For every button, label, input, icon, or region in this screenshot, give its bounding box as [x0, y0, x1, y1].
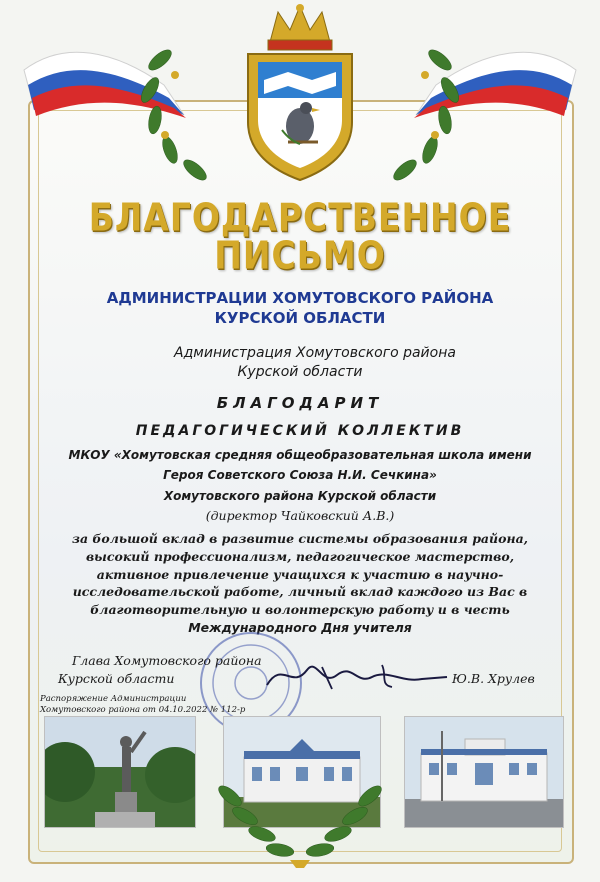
thanks-heading: БЛАГОДАРИТ	[216, 394, 384, 412]
certificate-title-line2: ПИСЬМО	[214, 233, 386, 278]
director-line: (директор Чайковский А.В.)	[205, 508, 395, 523]
administration-building-photo	[404, 716, 564, 828]
handwritten-signature-icon	[262, 655, 452, 695]
monument-photo	[44, 716, 196, 828]
body-text-line: высокий профессионализм, педагогическое мастерство,	[85, 549, 515, 564]
administration-line2: Курской области	[237, 364, 363, 380]
decree-note-line1: Распоряжение Администрации	[40, 694, 187, 704]
kursk-coat-of-arms-icon	[228, 2, 372, 187]
administration-line1: Администрация Хомутовского района	[174, 345, 456, 361]
body-text-line: активное привлечение учащихся к участию в научно-	[96, 567, 504, 582]
signatory-title-line1: Глава Хомутовского района	[72, 653, 262, 668]
signatory-title-line2: Курской области	[58, 671, 175, 686]
recipient-heading: ПЕДАГОГИЧЕСКИЙ КОЛЛЕКТИВ	[135, 423, 465, 439]
body-text-line: за большой вклад в развитие системы образования района,	[71, 531, 529, 546]
subtitle-line1: АДМИНИСТРАЦИИ ХОМУТОВСКОГО РАЙОНА	[106, 289, 494, 307]
bottom-laurel-icon	[200, 776, 400, 876]
subtitle-line2: КУРСКОЙ ОБЛАСТИ	[214, 309, 386, 327]
school-line3: Хомутовского района Курской области	[163, 489, 437, 503]
certificate-title-line1: БЛАГОДАРСТВЕННОЕ	[88, 195, 512, 240]
school-line1: МКОУ «Хомутовская средняя общеобразовательная школа имени	[68, 448, 532, 462]
body-text-line: благотворительную и волонтерскую работу и в честь	[90, 602, 510, 617]
school-line2: Героя Советского Союза Н.И. Сечкина»	[163, 468, 437, 482]
signatory-name: Ю.В. Хрулев	[452, 671, 535, 686]
teachers-day-line: Международного Дня учителя	[188, 620, 412, 635]
body-text-line: исследовательской работе, личный вклад каждого из Вас в	[72, 584, 528, 599]
decree-note-line2: Хомутовского района от 04.10.2022 № 112-р	[40, 705, 246, 715]
